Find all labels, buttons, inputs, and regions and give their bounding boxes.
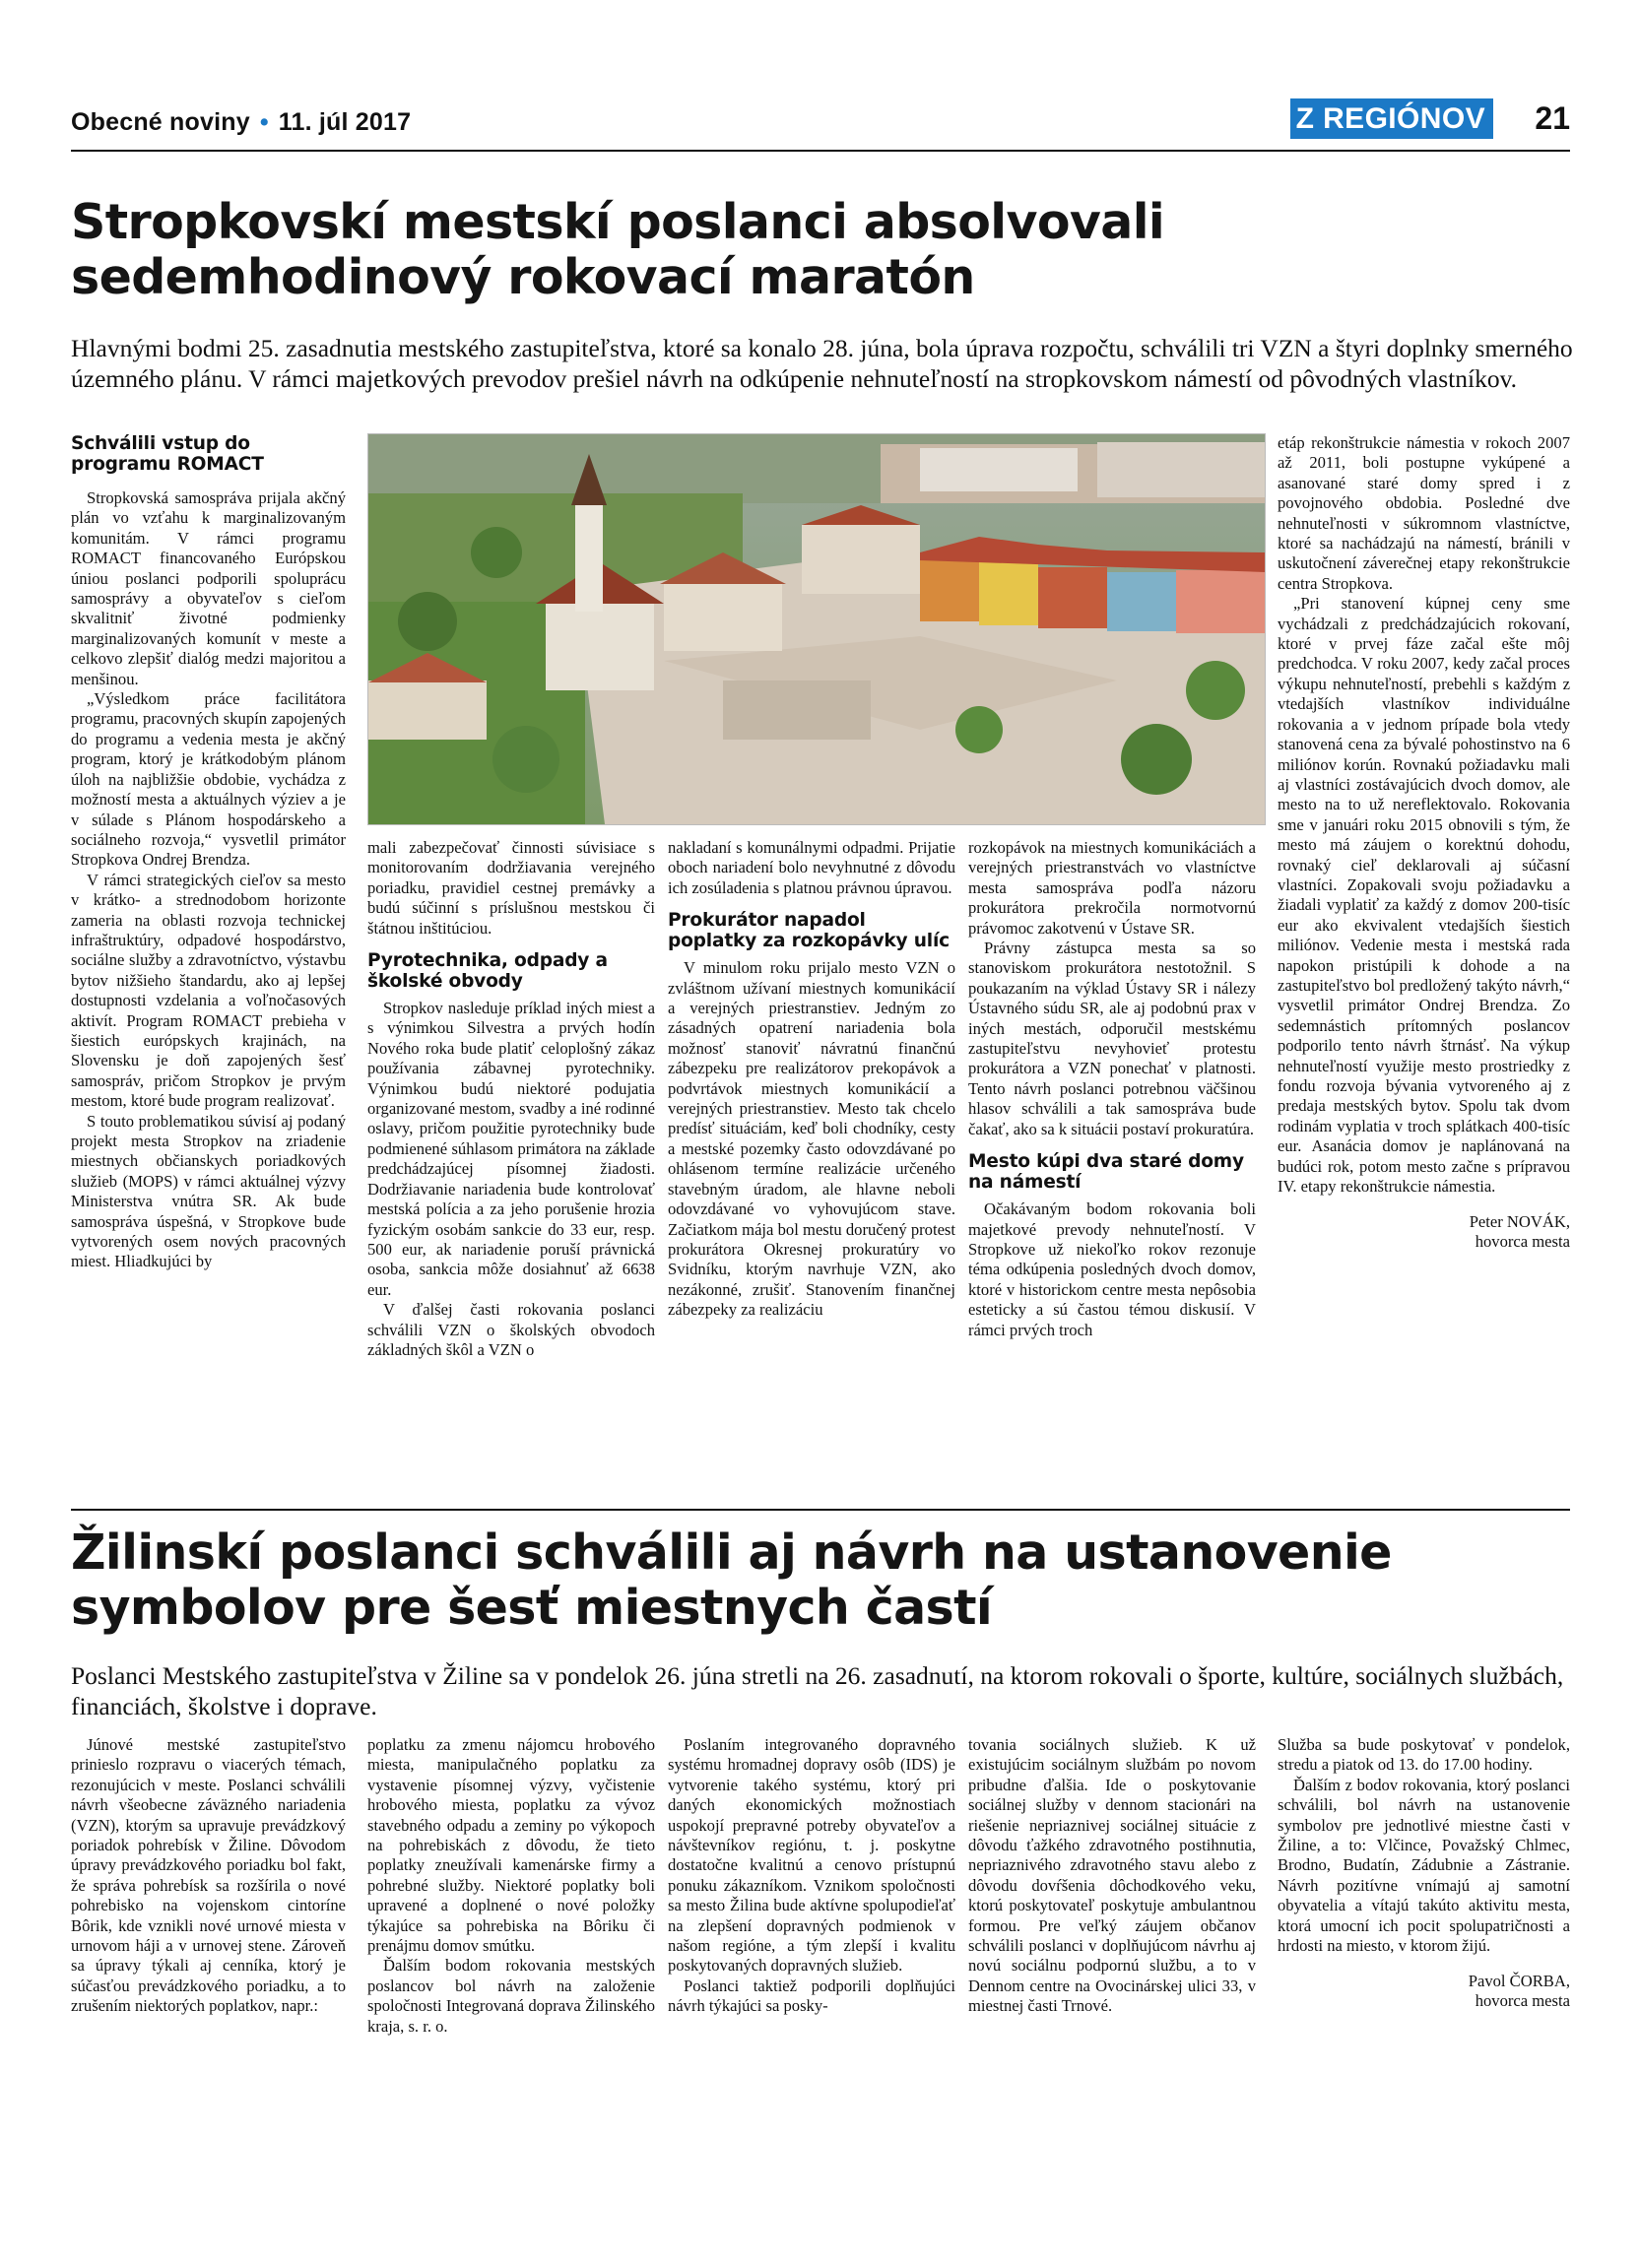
article-divider xyxy=(71,1509,1570,1511)
article1-column-5: etáp rekonštrukcie námestia v rokoch 2007 až 2011, boli postupne vykúpené a asanované staré domy spred i z povojnového obdobia. Posledné dve nehnuteľnosti v súkromnom vlastníctve, ktoré sa nachádzajú na námestí, bránili v uskutočnení záverečnej etapy rekonštrukcie centra Stropkova. „Pri stanovení kúpnej ceny sme vychádzali z predchádzajúcich rokovaní, ktoré v prvej fáze začal ešte môj predchodca. V roku 2007, kedy začal proces výkupu nehnuteľností, prebehli s každým z vtedajších vlastníkov individuálne rokovania a v jednom prípade bola vtedy stanovená cena za bývalé pohostinstvo na 6 miliónov korún. Rovnakú požiadavku mali aj vlastníci zostávajúcich dvoch domov, ale mesto na to už nereflektovalo. Rokovania sme v januári roku 2015 obnovili s tým, že mesto má záujem o korektnú dohodu, rovnaký cieľ deklarovali aj súčasní vlastníci. Zopakovali svoju požiadavku a žiadali vyplatiť za každý z domov 200-tisíc eur ako ekvivalent vtedajších šiestich miliónov. Vedenie mesta i mestská rada napokon pristúpili k dohode a na zastupiteľstvo bol predložený takýto návrh,“ vysvetlil primátor Ondrej Brendza. Zo sedemnástich prítomných poslancov podporilo tento návrh štrnásť. Na výkup nehnuteľností využije mesto prostriedky z fondu rozvoja bývania vytvoreného aj z predaja mestských bytov. Spolu tak dvom rodinám vyplatia v troch splátkach 400-tisíc eur. Asanácia domov je naplánovaná na budúci rok, potom mesto začne s prípravou IV. etapy rekonštrukcie námestia. Peter NOVÁK, hovorca mesta xyxy=(1278,433,1570,1252)
subheading-romact: Schválili vstup do programu ROMACT xyxy=(71,433,264,475)
article2-title: Žilinskí poslanci schválili aj návrh na ustanovenie symbolov pre šesť miestnych častí xyxy=(71,1524,1392,1636)
issue-date: 11. júl 2017 xyxy=(278,108,412,136)
publication-line xyxy=(71,108,411,137)
article1-title: Stropkovskí mestskí poslanci absolvovali sedemhodinový rokovací maratón xyxy=(71,194,1165,305)
subheading-mesto-kupi: Mesto kúpi dva staré domy na námestí xyxy=(968,1151,1244,1194)
town-square-aerial-photo xyxy=(367,433,1266,825)
subheading-pyrotechnika: Pyrotechnika, odpady a školské obvody xyxy=(367,950,608,993)
article2-column-5: Služba sa bude poskytovať v pondelok, stredu a piatok od 13. do 17.00 hodiny. Ďalším z bodov rokovania, ktorý poslanci schválili, bol návrh na ustanovenie symbolov pre jednotlivé miestne časti v Žiline, a to: Vlčince, Považský Chlmec, Brodno, Budatín, Zádubnie a Zástranie. Návrh pozitívne vnímajú aj samotní obyvatelia a vítajú takúto aktivitu mesta, ktorá umocní ich pocit spolupatričnosti a hrdosti na miesto, v ktorom žijú. Pavol ČORBA, hovorca mesta xyxy=(1278,1735,1570,2011)
article2-column-2: poplatku za zmenu nájomcu hrobového miesta, manipulačného poplatku za vystavenie písomnej výzvy, vyčistenie hrobového miesta, poplatku za vývoz stavebného odpadu a zeminy po výkopoch na pohrebiskách z dôvodu, že tieto poplatky zneužívali kamenárske firmy a pohrebné služby. Niektoré poplatky boli upravené a doplnené o nové položky týkajúce sa pohrebiska na Bôriku či prenájmu domov smútku. Ďalším bodom rokovania mestských poslancov bol návrh na založenie spoločnosti Integrovaná doprava Žilinského kraja, s. r. o. xyxy=(367,1735,655,2036)
article2-column-1: Júnové mestské zastupiteľstvo prinieslo rozpravu o viacerých témach, rezonujúcich v meste. Poslanci schválili návrh všeobecne záväzného nariadenia (VZN), ktorým sa upravuje prevádzkový poriadok pohrebísk v Žiline. Dôvodom úpravy prevádzkového poriadku bol fakt, že správa pohrebísk sa rozšírila o nové pohrebisko na vojenskom cintoríne Bôrik, kde vznikli nové urnové miesta v urnovom háji a v urnovej stene. Zároveň sa úpravy týkali aj cenníka, ktorý je súčasťou prevádzkového poriadku, a to zrušením niektorých poplatkov, napr.: xyxy=(71,1735,346,2016)
article1-column-2: mali zabezpečovať činnosti súvisiace s monitorovaním dodržiavania verejného poriadku, pravidiel cestnej premávky a budú súčinní s príslušnou mestskou či štátnou inštitúciou. Pyrotechnika, odpady a školské obvody Stropkov nasleduje príklad iných miest a s výnimkou Silvestra a prvých hodín Nového roka bude platiť celoplošný zákaz používania zábavnej pyrotechniky. Výnimkou budú niektoré podujatia organizované mestom, svadby a iné rodinné oslavy, pričom použitie pyrotechniky bude podmienené súhlasom primátora na základe predchádzajúcej písomnej žiadosti. Dodržiavanie nariadenia bude kontrolovať mestská polícia a za jeho porušenie hrozia fyzickým osobám sankcie do 33 eur, resp. 500 eur, ak nariadenie poruší právnická osoba, sankcia môže dosiahnuť až 6638 eur. V ďalšej časti rokovania poslanci schválili VZN o školských obvodoch základných škôl a VZN o xyxy=(367,838,655,1359)
publication-name: Obecné noviny xyxy=(71,108,250,136)
page-header xyxy=(71,91,1570,152)
article1-lead: Hlavnými bodmi 25. zasadnutia mestského zastupiteľstva, ktoré sa konalo 28. júna, bola úprava rozpočtu, schválili tri VZN a štyri doplnky smerného územného plánu. V rámci majetkových prevodov prešiel návrh na odkúpenie nehnuteľností na stropkovskom námestí od pôvodných vlastníkov. xyxy=(71,334,1573,393)
article1-column-4: rozkopávok na miestnych komunikáciách a verejných priestranstvách vo vlastníctve mesta samospráva podľa názoru prokurátora prekročila normotvornú právomoc zakotvenú v Ústave SR. Právny zástupca mesta sa so stanoviskom prokurátora nestotožnil. S poukazaním na výklad Ústavy SR i nálezy Ústavného súdu SR, ale aj podobnú prax v iných mestách, odporučil mestskému zastupiteľstvu nevyhovieť protestu prokurátora a VZN ponechať v platnosti. Tento návrh poslanci potrebnou väčšinou hlasov schválili a tak samospráva bude čakať, ako sa k situácii postaví prokuratúra. Mesto kúpi dva staré domy na námestí Očakávaným bodom rokovania boli majetkové prevody nehnuteľností. V Stropkove už niekoľko rokov rezonuje téma odkúpenia posledných dvoch domov, ktoré v historickom centre mesta nepôsobia esteticky a sú častou témou diskusií. V rámci prvých troch xyxy=(968,838,1256,1339)
article2-column-3: Poslaním integrovaného dopravného systému hromadnej dopravy osôb (IDS) je vytvorenie takého systému, ktorý pri daných ekonomických možnostiach uspokojí prepravné potreby obyvateľov a návštevníkov regiónu, t. j. poskytne dostatočne kvalitnú a cenovo prístupnú ponuku zákazníkom. Vznikom spoločnosti sa mesto Žilina bude aktívne spolupodieľať na zlepšení dopravných podmienok v našom regióne, a tým zlepší i kvalitu poskytovaných dopravných služieb. Poslanci taktiež podporili doplňujúci návrh týkajúci sa posky- xyxy=(668,1735,955,2016)
article1-column-3: nakladaní s komunálnymi odpadmi. Prijatie oboch nariadení bolo nevyhnutné z dôvodu ich zosúladenia s platnou právnou úpravou. Prokurátor napadol poplatky za rozkopávky ulíc V minulom roku prijalo mesto VZN o zvláštnom užívaní miestnych komunikácií a verejných priestranstiev. Jedným zo zásadných opatrení nariadenia bola možnosť stanoviť návratnú finančnú zábezpeku pre realizátorov prekopávok a podvrtávok miestnych komunikácií a verejných priestranstiev. Mesto tak chcelo predísť situáciám, keď boli chodníky, cesty a mestské pozemky často odovzdávané po ohlásenom termíne realizácie určeného stavebným úradom, ale hlavne neboli odovzdávané vo vyhovujúcom stave. Začiatkom mája bol mestu doručený protest prokurátora Okresnej prokuratúry vo Svidníku, ktorým navrhuje VZN, ako nezákonné, zrušiť. Stanovením finančnej zábezpeky za realizáciu xyxy=(668,838,955,1320)
subheading-prokurator: Prokurátor napadol poplatky za rozkopávky ulíc xyxy=(668,910,950,952)
article1-signature: Peter NOVÁK, hovorca mesta xyxy=(1469,1212,1570,1252)
page-number: 21 xyxy=(1535,100,1570,136)
article2-lead: Poslanci Mestského zastupiteľstva v Žiline sa v pondelok 26. júna stretli na 26. zasadnutí, na ktorom rokovali o športe, kultúre, sociálnych službách, financiách, školstve i doprave. xyxy=(71,1661,1564,1720)
article1-column-1: Schválili vstup do programu ROMACT Stropkovská samospráva prijala akčný plán vo vzťahu k marginalizovaným komunitám. V rámci programu ROMACT financovaného Európskou úniou poslanci podporili spoluprácu samosprávy a obyvateľov s cieľom skvalitniť životné podmienky marginalizovaných komunít v meste a celkovo zlepšiť dialóg medzi majoritou a menšinou. „Výsledkom práce facilitátora programu, pracovných skupín zapojených do programu a vedenia mesta je akčný program, ktorý je krátkodobým plánom úloh na najbližšie obdobie, vychádza z možností mesta a aktuálnych výziev a je v súlade s Plánom hospodárskeho a sociálneho rozvoja,“ vysvetlil primátor Stropkova Ondrej Brendza. V rámci strategických cieľov sa mesto v krátko- a strednodobom horizonte zameria na oblasti rozvoja technickej infraštruktúry, odpadové hospodárstvo, sociálne služby a zdravotníctvo, výstavbu bytov nižšieho štandardu, ako aj lepšej dostupnosti vzdelania a voľnočasových aktivít. Program ROMACT prebieha v šiestich európskych krajinách, na Slovensku je doň zapojených šesť samospráv, pričom Stropkov je prvým mestom, ktoré bude program realizovať. S touto problematikou súvisí aj podaný projekt mesta Stropkov na zriadenie miestnych občianskych poriadkových služieb (MOPS) v rámci aktuálnej výzvy Ministerstva vnútra SR. Ak bude samospráva úspešná, v Stropkove bude vytvorených osem nových pracovných miest. Hliadkujúci by xyxy=(71,433,346,1271)
section-label: Z REGIÓNOV xyxy=(1290,98,1493,139)
article2-column-4: tovania sociálnych služieb. K už existujúcim sociálnym službám po novom pribudne ďalšia. Ide o poskytovanie sociálnej služby v dennom stacionári na riešenie nepriaznivej sociálnej situácie z dôvodu ťažkého zdravotného postihnutia, nepriaznivého zdravotného stavu alebo z dôvodu dovŕšenia dôchodkového veku, ktorú poskytovateľ poskytuje ambulantnou formou. Pre veľký záujem občanov schválili poslanci v doplňujúcom návrhu aj novú sociálnu podpornú službu, a to v Dennom centre na Ovocinárskej ulici 33, v miestnej časti Trnové. xyxy=(968,1735,1256,2016)
article2-signature: Pavol ČORBA, hovorca mesta xyxy=(1468,1972,1570,2011)
bullet-separator: • xyxy=(259,108,269,136)
